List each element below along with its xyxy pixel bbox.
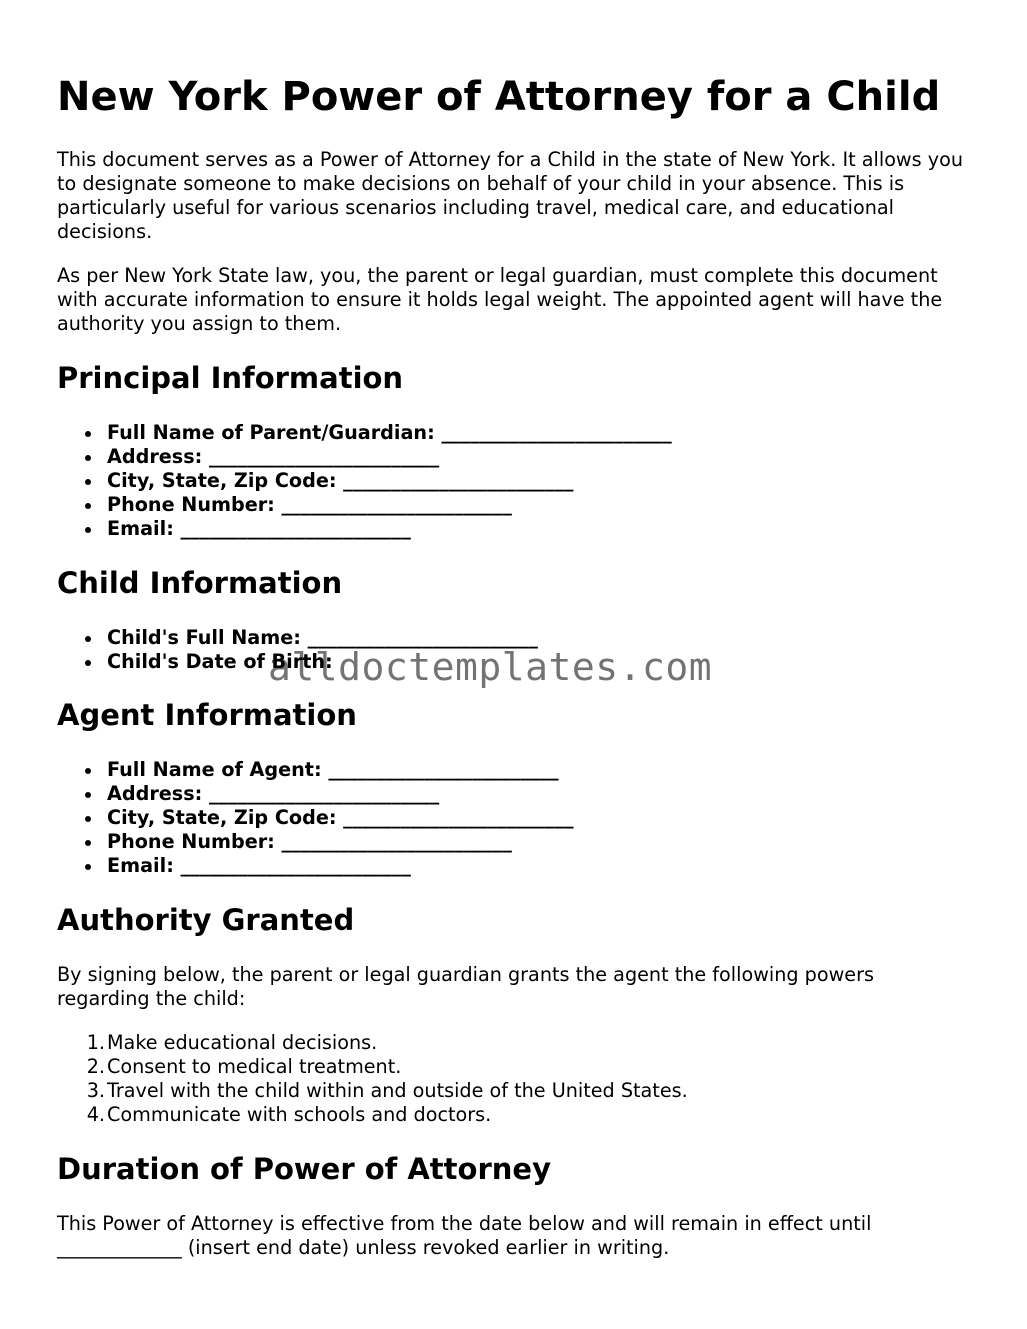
principal-fields-list	[107, 421, 672, 541]
document-title: New York Power of Attorney for a Child	[57, 74, 941, 120]
duration-text: This Power of Attorney is effective from the date below and will remain in effect until _____________ (insert end date) unless revoked earlier in writing.	[57, 1212, 872, 1259]
principal-full-name-field[interactable]: Full Name of Parent/Guardian: ________________________	[107, 421, 672, 444]
child-heading: Child Information	[57, 566, 343, 600]
agent-full-name-field[interactable]: Full Name of Agent: ________________________	[107, 758, 573, 782]
authority-powers-list	[86, 1031, 688, 1127]
power-item: 3. Travel with the child within and outside of the United States.	[86, 1079, 688, 1102]
authority-text: By signing below, the parent or legal guardian grants the agent the following powers regarding the child:	[57, 963, 874, 1010]
power-item: 1. Make educational decisions.	[86, 1031, 378, 1054]
agent-fields-list	[107, 758, 573, 878]
principal-city-state-zip-field[interactable]: City, State, Zip Code: ________________________	[107, 469, 672, 493]
principal-heading: Principal Information	[57, 361, 404, 395]
power-item: 2. Consent to medical treatment.	[86, 1055, 402, 1078]
agent-phone-field[interactable]: Phone Number: ________________________	[107, 830, 573, 854]
child-full-name-field[interactable]: Child's Full Name: ________________________	[107, 626, 538, 649]
agent-address-field[interactable]: Address: ________________________	[107, 782, 573, 806]
agent-email-field[interactable]: Email: ________________________	[107, 854, 573, 878]
intro-paragraph-1: This document serves as a Power of Attorney for a Child in the state of New York. It allows you to designate someone to make decisions on behalf of your child in your absence. This is particularly useful for various scenarios including travel, medical care, and educational decisions.	[57, 148, 963, 243]
principal-email-field[interactable]: Email: ________________________	[107, 517, 672, 541]
agent-city-state-zip-field[interactable]: City, State, Zip Code: ________________________	[107, 806, 574, 829]
agent-heading: Agent Information	[57, 698, 357, 732]
watermark-text: alldoctemplates.com	[268, 645, 713, 689]
duration-heading: Duration of Power of Attorney	[57, 1152, 551, 1186]
power-item: 4. Communicate with schools and doctors.	[86, 1103, 492, 1126]
child-date-of-birth-field[interactable]: Child's Date of Birth:	[107, 650, 538, 674]
principal-phone-field[interactable]: Phone Number: ________________________	[107, 493, 672, 517]
intro-paragraph-2: As per New York State law, you, the parent or legal guardian, must complete this document with accurate information to ensure it holds legal weight. The appointed agent will have the authority you assign to them.	[57, 264, 943, 335]
authority-heading: Authority Granted	[57, 903, 355, 937]
principal-address-field[interactable]: Address: ________________________	[107, 445, 672, 469]
